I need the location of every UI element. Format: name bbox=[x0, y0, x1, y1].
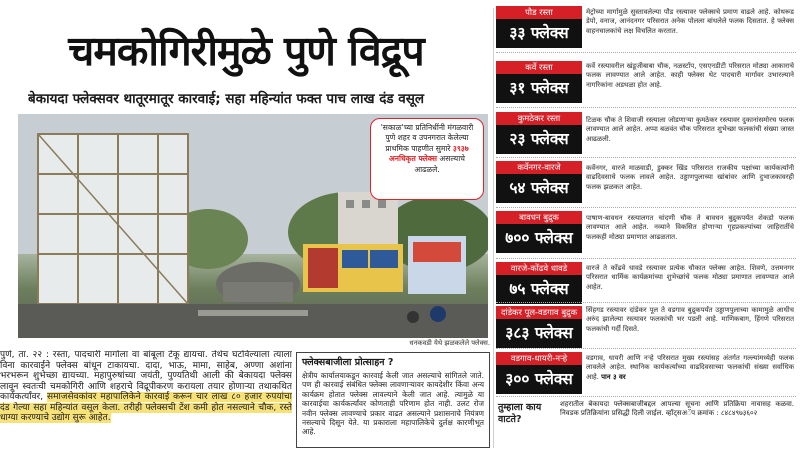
headline: चमकोगिरीमुळे पुणे विद्रूप bbox=[68, 27, 424, 75]
divider bbox=[496, 258, 796, 259]
flex-count: ७०० फ्लेक्स bbox=[496, 224, 582, 253]
road-name: वारजे-कोंढवे धावडे bbox=[496, 262, 582, 275]
road-description: पाषाण-बावधन रस्त्यालगत चांदणी चौक ते बावधन बुद्रुकपर्यंत शेकडो फलक लावण्यात आले आहेत. नव्याने विकसित होणाऱ्या गृहप्रकल्पांच्या जाहिरातींचे फलकही मोठ्या प्रमाणात आढळतात. bbox=[586, 214, 794, 241]
road-tile bbox=[496, 262, 582, 304]
road-tile bbox=[496, 352, 582, 394]
continued-link[interactable]: पान ३ वर bbox=[601, 372, 626, 381]
sidebar-box bbox=[296, 352, 490, 448]
article-body-text: पुणे, ता. २२ : रस्ता, पादचारी मार्गाला वा बांबूला टेकू द्यायचा. तेथेच घटविल्याला त्याला विना कारवाईने फ्लेक्स बांधून टाकायचा. दादा, भाऊ, मामा, साहेब, अण्णा अशांना भरभरून शुभेच्छा द्यायच्या. महापुरुषांच्या जयंती, पुण्यतिथी आली की बेकायदा फ्लेक्स लावून स्वतःची चमकोगिरी आणि शहराचे विद्रूपीकरण करायला तयार होणाऱ्या तथाकथित कार्यकर्त्यांवर, bbox=[0, 350, 292, 402]
road-name: कर्वेनगर-वारजे bbox=[496, 161, 582, 174]
flex-count: ३८३ फ्लेक्स bbox=[496, 319, 582, 348]
divider bbox=[496, 157, 796, 158]
divider bbox=[496, 207, 796, 208]
road-tile bbox=[496, 112, 582, 154]
divider bbox=[496, 348, 796, 349]
sidebar-box-body: क्षेत्रीय कार्यालयाकडून कारवाई केली जात असल्याचे सांगितले जाते. पण ही कारवाई संबंधित फ्लेक्स लावणाऱ्यावर कायदेशीर किंवा अन्य कार्यक्रम होतात फ्लेक्स लावल्याने केली जात आहे. त्यामुळे या कारवाईचा कार्यकर्त्यांवर कोणताही परिणाम होत नाही. उलट रोज नवीन फ्लेक्स लावण्याचे प्रकार वाढत असल्याने प्रशासनाचे नियंत्रण नसल्याचे दिसून येते. या प्रकाराला महापालिकेचे दुर्लक्ष कारणीभूत आहे. bbox=[302, 371, 484, 437]
road-tile bbox=[496, 161, 582, 203]
news-photo bbox=[18, 114, 488, 338]
divider bbox=[496, 52, 796, 53]
road-description bbox=[586, 354, 794, 392]
road-name: वडगाव-धायरी-नऱ्हे bbox=[496, 352, 582, 365]
road-tile bbox=[496, 306, 582, 348]
road-tile bbox=[496, 211, 582, 253]
road-description: सिंहगड रस्त्यावर दांडेकर पूल ते वडगाव बुद्रुकपर्यंत उड्डाणपुलाच्या कामामुळे आधीच अरुंद झालेल्या रस्त्यावर फलकांची भर पडली आहे. माणिकबाग, हिंगणे परिसरात फलकांची गर्दी दिसते. bbox=[586, 306, 794, 333]
road-tile bbox=[496, 61, 582, 103]
road-description: मेट्रोच्या मार्गामुळे सुस्तावलेल्या पौड रस्त्यावर फ्लेक्सचे प्रमाण वाढले आहे. कोथरूड डेपो, वनाज, आनंदनगर परिसरात अनेक पोलला बांधलेले फलक दिसतात. हे फ्लेक्स वाहनचालकांचे लक्ष विचलित करतात. bbox=[586, 8, 794, 35]
divider bbox=[496, 107, 796, 108]
road-description: कर्वे रस्त्यावरील खंडूजीबाबा चौक, नळस्टॉप, एसएनडीटी परिसरात मोठ्या आकाराचे फलक लावण्यात आले आहेत. काही फ्लेक्स थेट पादचारी मार्गावर उभारल्याने नागरिकांना अडथळा होत आहे. bbox=[586, 62, 794, 89]
article-body-highlight: समाजसेवकांवर महापालिकेने कारवाई करून चार लाख ८० हजार रुपयांचा दंड गेल्या सहा महिन्यांत वसूल केला. तरीही फ्लेक्सची टेंश कमी होत नसल्याने चौक, रस्ते धाग्या करण्याचे उद्योग सुरू आहेत. bbox=[0, 392, 292, 423]
road-name: कर्वे रस्ता bbox=[496, 61, 582, 74]
flex-count: ३१ फ्लेक्स bbox=[496, 74, 582, 103]
reader-feedback bbox=[496, 398, 796, 446]
road-tiles bbox=[496, 6, 582, 394]
callout-text-1: 'सकाळ'च्या प्रतिनिधींनी मंगळवारी पुणे शहर व उपनगरात केलेल्या प्राथमिक पाहणीत सुमारे bbox=[380, 123, 474, 153]
flex-count: ५४ फ्लेक्स bbox=[496, 174, 582, 203]
flex-count: ३०० फ्लेक्स bbox=[496, 365, 582, 394]
road-description: टिळक चौक ते शिवाजी रस्त्याला जोडणाऱ्या कुमठेकर रस्त्यावर दुकानांसमोरच फलक लावण्यात आले आहेत. अप्पा बळवंत चौक परिसरात शुभेच्छा फलकांची संख्या जास्त आढळली. bbox=[586, 116, 794, 143]
road-name: पौड रस्ता bbox=[496, 6, 582, 19]
feedback-text: शहरातील बेकायदा फ्लेक्सबाजीबद्दल आपल्या सूचना आणि प्रतिक्रिया नावासह कळवा. निवडक प्रतिक्रियांना प्रसिद्धी दिली जाईल. व्हॉट्सअॅप क्रमांक : ८४८४९७३६०२ bbox=[560, 400, 794, 418]
photo-caption: धनकवडी येथे झळकलेले फ्लेक्स. bbox=[409, 339, 490, 347]
sidebar-box-title: फ्लेक्सबाजीला प्रोत्साहन ? bbox=[302, 357, 394, 368]
divider bbox=[496, 302, 796, 303]
callout-text-2: असल्याचे आढळले. bbox=[414, 154, 466, 174]
road-descriptions bbox=[586, 8, 794, 392]
flex-count: ३३ फ्लेक्स bbox=[496, 19, 582, 48]
subheadline: बेकायदा फ्लेक्सवर थातूरमातूर कारवाई; सहा महिन्यांत फक्त पाच लाख दंड वसूल bbox=[28, 91, 425, 107]
road-description-text: वडगाव, धायरी आणि नऱ्हे परिसरात मुख्य रस्त्यांसह अंतर्गत गल्ल्यांमध्येही फलक लावलेले आहेत. स्थानिक कार्यकर्त्यांच्या वाढदिवसाच्या फलकांची संख्या सर्वाधिक आहे. bbox=[586, 354, 794, 381]
road-name: कुमठेकर रस्ता bbox=[496, 112, 582, 125]
road-description: कर्वेनगर, वारजे माळवाडी, डुक्कर खिंड परिसरात राजकीय पक्षांच्या कार्यकर्त्यांनी वाढदिवसाचे फलक लावले आहेत. उड्डाणपुलाच्या खांबांवर आणि दुभाजकावरही फलक झळकत आहेत. bbox=[586, 164, 794, 191]
flex-count: ७५ फ्लेक्स bbox=[496, 275, 582, 304]
flex-count: २३ फ्लेक्स bbox=[496, 125, 582, 154]
column-divider bbox=[493, 8, 494, 448]
road-description: वारजे ते कोंढवे धावडे रस्त्यावर प्रत्येक चौकात फ्लेक्स आहेत. शिवणे, उत्तमनगर परिसरात धार्मिक कार्यक्रमांच्या शुभेच्छांचे फलक मोठ्या प्रमाणात लावण्यात आले आहेत. bbox=[586, 264, 794, 291]
feedback-question: तुम्हाला काय वाटते? bbox=[498, 402, 542, 425]
road-name: दांडेकर पूल-वडगाव बुद्रुक bbox=[496, 306, 582, 319]
road-name: बावधन बुद्रुक bbox=[496, 211, 582, 224]
survey-callout bbox=[370, 118, 484, 200]
article-body bbox=[0, 350, 292, 450]
callout-highlight: ३९३७ अनधिकृत फ्लेक्स bbox=[388, 143, 469, 164]
road-tile bbox=[496, 6, 582, 48]
divider bbox=[496, 396, 796, 397]
